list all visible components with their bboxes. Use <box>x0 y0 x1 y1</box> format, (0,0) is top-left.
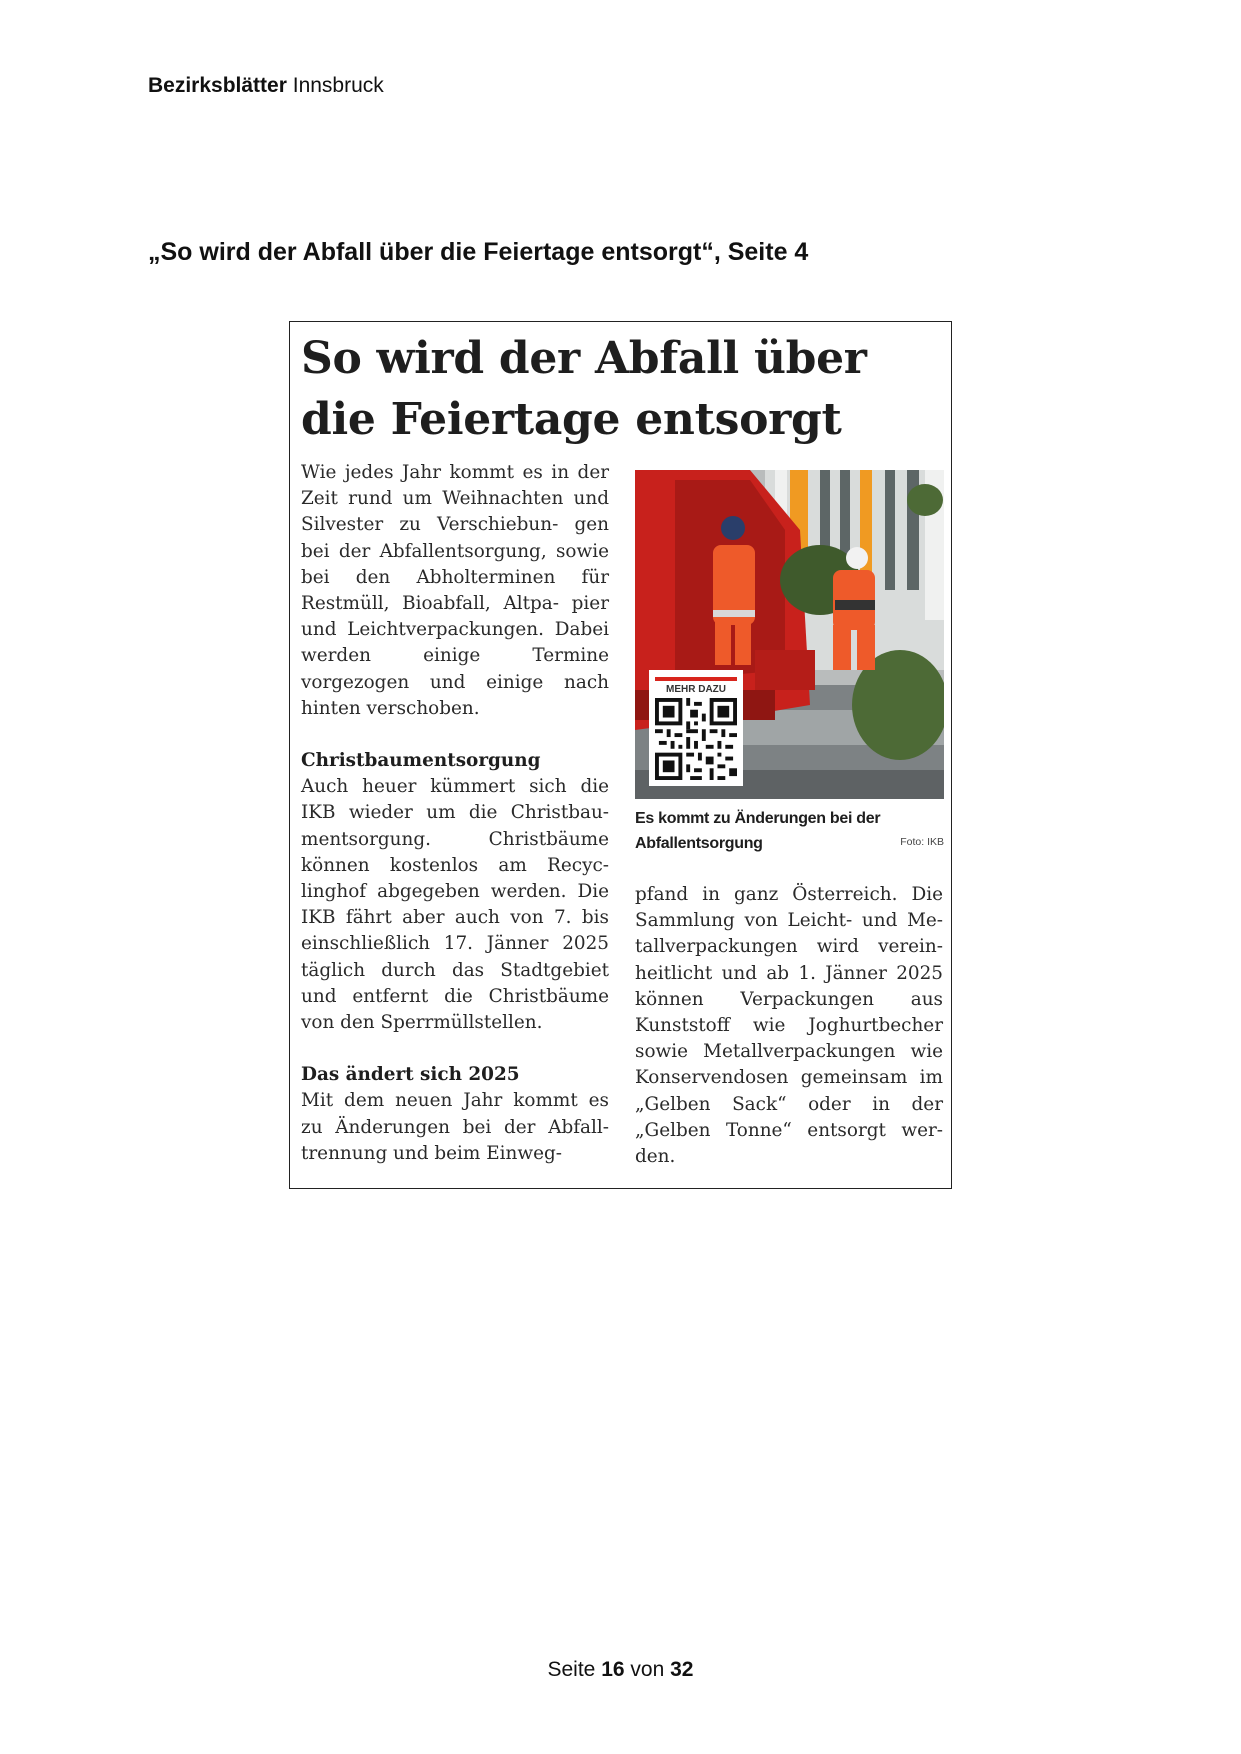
publication-region: Innsbruck <box>292 74 384 97</box>
qr-code-icon <box>655 698 737 780</box>
photo-caption <box>635 806 944 856</box>
article-photo <box>635 470 944 799</box>
footer-total-pages: 32 <box>670 1658 694 1681</box>
section-text-2025-right: pfand in ganz Österreich. Die Sammlung von Leicht- und Me- tallverpackungen wird verein- heitlicht und ab 1. Jänner 2025 können Verpackungen aus Kunststoff wie Joghurtbecher sowie Metallverpackungen wie Konservendosen gemeinsam im „Gelben Sack“ oder in der „Gelben Tonne“ entsorgt wer- den. <box>635 884 943 1168</box>
headline-line-2: die Feiertage entsorgt <box>301 394 842 445</box>
section-text-christbaum: Auch heuer kümmert sich die IKB wieder um die Christbau- mentsorgung. Christbäume können kostenlos am Recyc- linghof abgegeben werden. Die IKB fährt aber auch von 7. bis einschließlich 17. Jänner 2025 täglich durch das Stadtgebiet und entfernt die Christbäume von den Sperrmüllstellen. <box>301 776 609 1034</box>
section-heading-2025: Das ändert sich 2025 <box>301 1064 520 1086</box>
page-header <box>148 74 384 98</box>
article-column-left <box>301 460 609 1167</box>
footer-middle: von <box>630 1658 665 1681</box>
headline-line-1: So wird der Abfall über <box>301 333 867 384</box>
section-text-2025-left: Mit dem neuen Jahr kommt es zu Änderungen bei der Abfall- trennung und beim Einweg- <box>301 1090 609 1164</box>
qr-label: MEHR DAZU <box>655 677 737 695</box>
newspaper-clipping <box>289 321 952 1189</box>
section-heading-christbaum: Christbaumentsorgung <box>301 750 541 772</box>
photo-caption-text: Es kommt zu Änderungen bei der Abfallentsorgung <box>635 810 881 852</box>
photo-credit: Foto: IKB <box>900 836 944 848</box>
qr-code-box[interactable] <box>649 670 743 786</box>
page-footer <box>0 1658 1241 1682</box>
article-column-right <box>635 882 943 1170</box>
document-title: „So wird der Abfall über die Feiertage entsorgt“, Seite 4 <box>148 238 809 266</box>
footer-current-page: 16 <box>601 1658 625 1681</box>
article-intro: Wie jedes Jahr kommt es in der Zeit rund um Weihnachten und Silvester zu Verschiebun- gen bei der Abfallentsorgung, sowie bei den Abholterminen für Restmüll, Bioabfall, Altpa- pier und Leichtverpackungen. Dabei werden einige Termine vorgezogen und einige nach hinten verschoben. <box>301 462 609 719</box>
publication-name: Bezirksblätter <box>148 74 287 97</box>
footer-prefix: Seite <box>547 1658 596 1681</box>
article-headline <box>301 328 941 450</box>
